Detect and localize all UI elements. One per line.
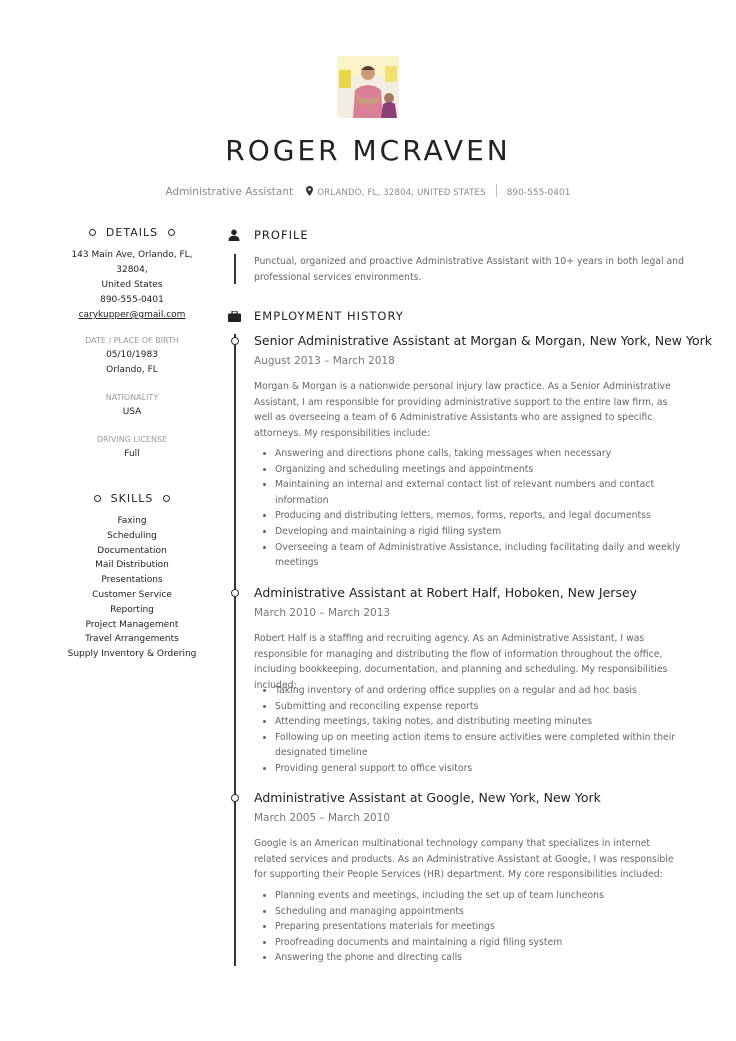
job-description: Robert Half is a staffing and recruiting agency. As an Administrative Assistant, I was responsible for managing and distributing the flow of information throughout the office, including bookkeeping, documentation, and planning and scheduling. My responsibilities included: [254,633,668,691]
license-label: DRIVING LICENSE [96,435,168,444]
timeline-line [234,254,236,284]
header-phone: 890-555-0401 [506,188,571,198]
job-dates: March 2010 – March 2013 [254,607,391,619]
list-item: • Preparing presentations materials for meetings [275,919,695,935]
header-address: ORLANDO, FL, 32804, UNITED STATES [317,188,486,198]
briefcase-icon [222,311,246,322]
candidate-name: ROGER MCRAVEN [225,134,511,167]
list-item: • Overseeing a team of Administrative Assistance, including facilitating daily and weekly meetings [275,540,695,571]
list-item: • Attending meetings, taking notes, and distributing meeting minutes [275,714,695,730]
dob-label: DATE / PLACE OF BIRTH [85,336,179,345]
skills-list [58,514,206,662]
skill-item: Travel Arrangements [85,634,179,645]
skills-heading: SKILLS [58,492,206,505]
circle-icon [163,495,170,502]
details-heading: DETAILS [58,226,206,239]
email-link[interactable]: carykupper@gmail.com [78,310,186,320]
list-item: • Answering and directions phone calls, taking messages when necessary [275,446,695,462]
list-item: • Submitting and reconciling expense reports [275,699,695,715]
skill-item: Customer Service [92,589,172,600]
address-line: United States [101,280,163,290]
job-responsibilities [254,446,695,571]
list-item: • Providing general support to office visitors [275,761,695,777]
skill-item: Scheduling [107,530,157,541]
header-subline [0,184,736,199]
job-responsibilities [254,888,695,966]
license-value: Full [124,449,140,459]
employment-heading: EMPLOYMENT HISTORY [222,309,404,323]
list-item: • Taking inventory of and ordering office supplies on a regular and ad hoc basis [275,683,695,699]
circle-icon [94,495,101,502]
job-title: Administrative Assistant at Google, New York, New York [254,790,601,805]
list-item: • Organizing and scheduling meetings and appointments [275,462,695,478]
list-item: • Scheduling and managing appointments [275,904,695,920]
list-item: • Following up on meeting action items to ensure activities were completed within their designated timeline [275,730,695,761]
list-item: • Producing and distributing letters, memos, forms, reports, and legal documentss [275,508,695,524]
timeline-dot [231,337,239,345]
profile-heading: PROFILE [222,228,309,242]
job-dates: March 2005 – March 2010 [254,812,391,824]
job-title: Senior Administrative Assistant at Morgan & Morgan, New York, New York [254,333,712,348]
sidebar [58,226,206,662]
nationality-label: NATIONALITY [105,393,159,402]
circle-icon [89,229,96,236]
list-item: • Answering the phone and directing calls [275,950,695,966]
job-title: Administrative Assistant [165,186,294,198]
profile-text: Punctual, organized and proactive Administrative Assistant with 10+ years in both legal and professional services environments. [254,256,684,283]
skill-item: Project Management [85,619,179,630]
skill-item: Reporting [110,604,154,615]
skill-item: Supply Inventory & Ordering [67,649,197,660]
job-description: Morgan & Morgan is a nationwide personal injury law practice. As a Senior Administrative Assistant, I am responsible for providing administrative support to the entire law firm, as well as overseeing a team of 6 Administrative Assistants who are assigned to specific attorneys. My responsibilities include: [254,381,671,439]
list-item: • Planning events and meetings, including the set up of team luncheons [275,888,695,904]
location-pin-icon [306,186,313,199]
skill-item: Documentation [97,545,167,556]
job-responsibilities [254,683,695,777]
skill-item: Mail Distribution [95,560,169,571]
skill-item: Presentations [101,575,163,586]
timeline-dot [231,794,239,802]
address-line: 143 Main Ave, Orlando, FL, 32804, [71,250,193,275]
list-item: • Developing and maintaining a rigid filing system [275,524,695,540]
dob-value: 05/10/1983 [106,350,158,360]
timeline-dot [231,589,239,597]
job-dates: August 2013 – March 2018 [254,355,395,367]
profile-photo [337,56,399,118]
person-icon [222,229,246,241]
birthplace-value: Orlando, FL [106,365,158,375]
list-item: • Proofreading documents and maintaining a rigid filing system [275,935,695,951]
divider [496,184,497,197]
nationality-value: USA [122,407,142,417]
list-item: • Maintaining an internal and external contact list of relevant numbers and contact information [275,477,695,508]
skill-item: Faxing [117,516,147,526]
job-description: Google is an American multinational technology company that specializes in internet related services and products. As an Administrative Assistant at Google, I was responsible for supporting their People Services (HR) department. My core responsibilities included: [254,838,674,881]
job-title: Administrative Assistant at Robert Half, Hoboken, New Jersey [254,585,638,600]
details-phone: 890-555-0401 [100,295,164,305]
circle-icon [168,229,175,236]
timeline-line [234,334,236,966]
